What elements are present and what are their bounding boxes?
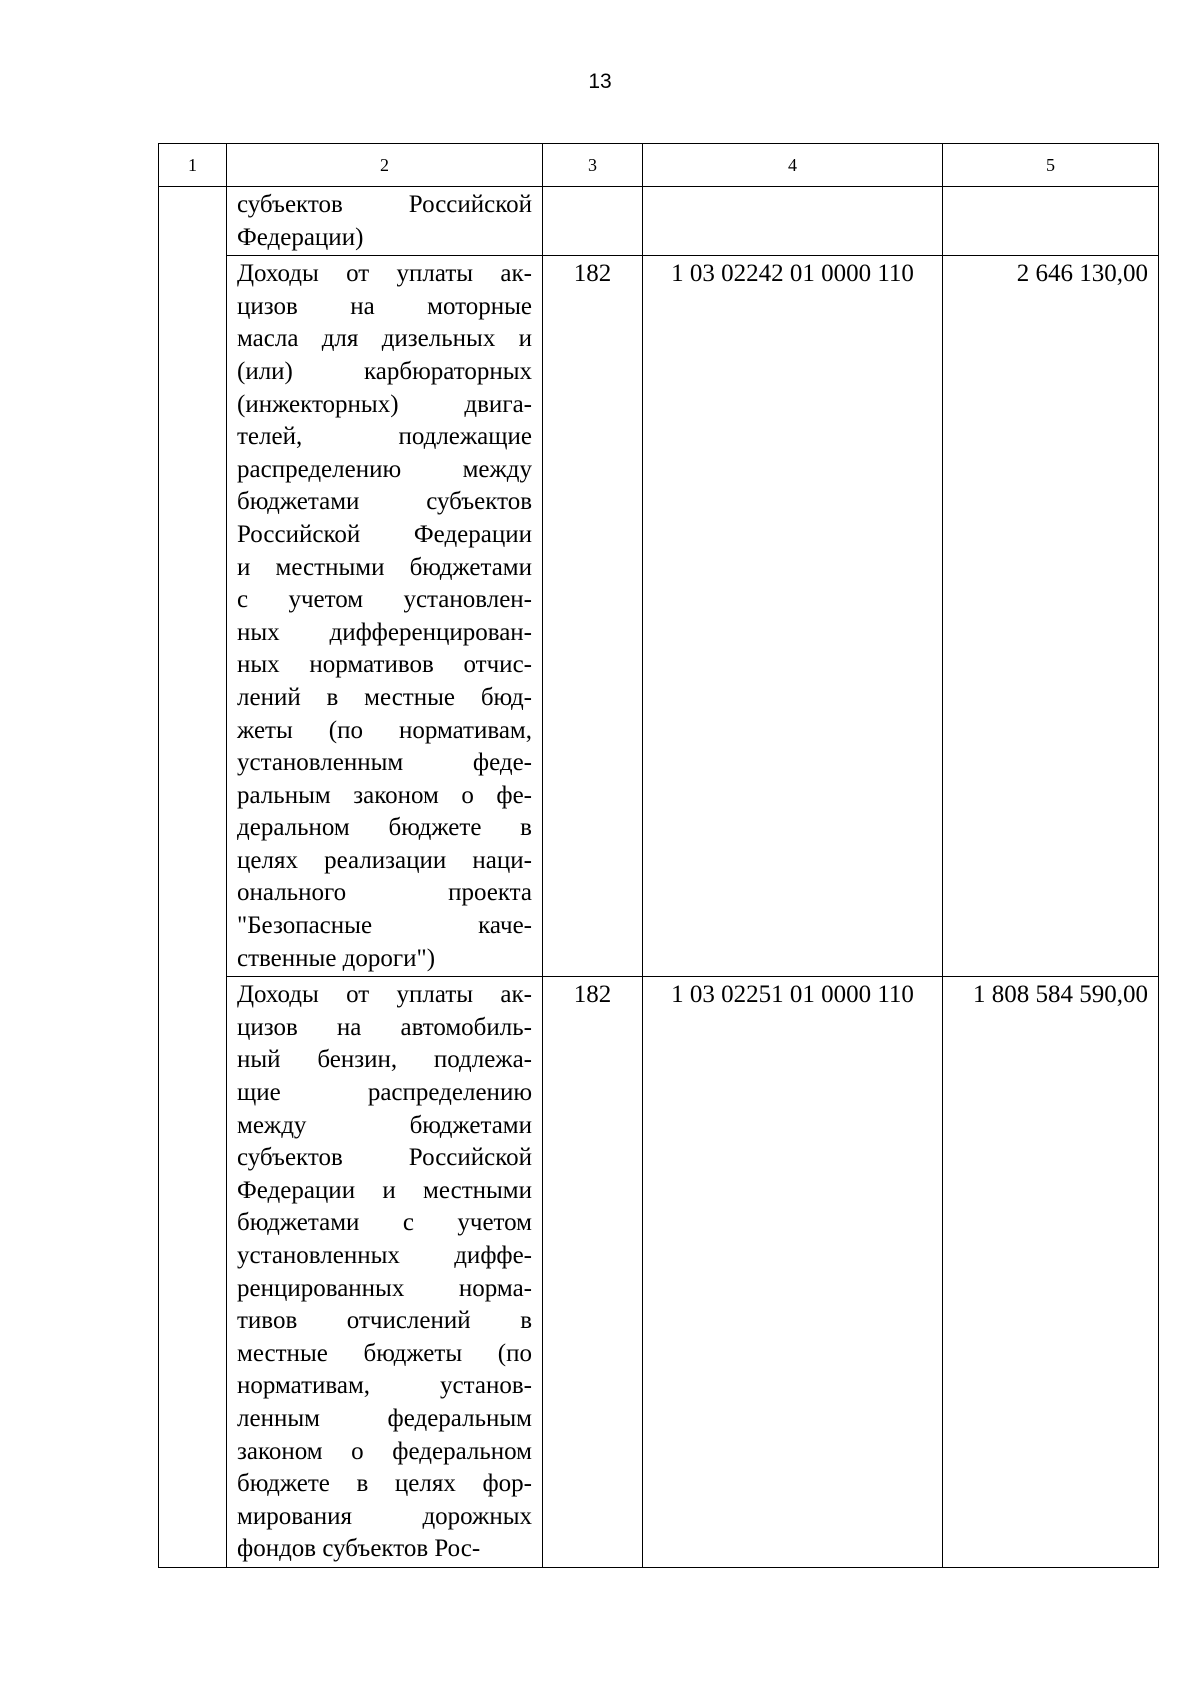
description-line: деральном бюджете в bbox=[237, 814, 532, 842]
admin-code-cell: 182 bbox=[543, 256, 643, 977]
description-line: с учетом установлен- bbox=[237, 586, 532, 614]
header-cell-4: 4 bbox=[643, 144, 943, 187]
description-line: ных дифференцирован- bbox=[237, 618, 532, 646]
description-line: щие распределению bbox=[237, 1079, 532, 1107]
page-number: 13 bbox=[588, 70, 612, 93]
description-line: жеты (по нормативам, bbox=[237, 716, 532, 744]
description-line: бюджетами субъектов bbox=[237, 488, 532, 516]
description-line: установленных диффе- bbox=[237, 1242, 532, 1269]
description-line: лений в местные бюд- bbox=[237, 683, 532, 711]
description-line: телей, подлежащие bbox=[237, 423, 532, 451]
budget-revenue-table bbox=[158, 143, 1159, 1568]
description-line: законом о федеральном bbox=[237, 1437, 532, 1465]
header-cell-1: 1 bbox=[159, 144, 227, 187]
income-description-cell bbox=[227, 977, 543, 1568]
header-cell-3: 3 bbox=[543, 144, 643, 187]
admin-code-cell: 182 bbox=[543, 977, 643, 1568]
header-cell-5: 5 bbox=[943, 144, 1159, 187]
description-line: фондов субъектов Рос- bbox=[237, 1535, 481, 1563]
description-line: ный бензин, подлежа- bbox=[237, 1046, 532, 1074]
description-line: ных нормативов отчис- bbox=[237, 651, 532, 679]
budget-classification-code-cell: 1 03 02242 01 0000 110 bbox=[643, 256, 943, 977]
description-line: мирования дорожных bbox=[237, 1502, 532, 1530]
description-line: субъектов Российской bbox=[237, 191, 532, 218]
table-header-row bbox=[159, 144, 1159, 187]
amount-cell: 1 808 584 590,00 bbox=[943, 977, 1159, 1568]
description-line: Российской Федерации bbox=[237, 520, 532, 548]
description-line: ренцированных норма- bbox=[237, 1274, 532, 1302]
description-line: "Безопасные каче- bbox=[237, 912, 532, 940]
description-line: (инжекторных) двига- bbox=[237, 390, 532, 418]
description-line: бюджетами с учетом bbox=[237, 1209, 532, 1237]
budget-classification-code-cell: 1 03 02251 01 0000 110 bbox=[643, 977, 943, 1568]
description-line: цизов на моторные bbox=[237, 292, 532, 320]
description-line: Доходы от уплаты ак- bbox=[237, 260, 532, 288]
description-line: онального проекта bbox=[237, 879, 532, 907]
income-description-cell bbox=[227, 256, 543, 977]
description-line: местные бюджеты (по bbox=[237, 1339, 532, 1367]
description-line: масла для дизельных и bbox=[237, 325, 532, 353]
description-line: установленным феде- bbox=[237, 749, 532, 777]
description-line: ственные дороги") bbox=[237, 944, 436, 972]
table-row bbox=[159, 187, 1159, 256]
admin-code-cell bbox=[543, 187, 643, 256]
description-line: Доходы от уплаты ак- bbox=[237, 981, 532, 1009]
description-line: Федерации) bbox=[237, 223, 364, 251]
description-line: тивов отчислений в bbox=[237, 1307, 532, 1335]
description-line: между бюджетами bbox=[237, 1111, 532, 1139]
amount-cell: 2 646 130,00 bbox=[943, 256, 1159, 977]
description-line: ленным федеральным bbox=[237, 1404, 532, 1432]
description-line: бюджете в целях фор- bbox=[237, 1470, 532, 1498]
income-description-cell bbox=[227, 187, 543, 256]
amount-cell bbox=[943, 187, 1159, 256]
row-number-cell bbox=[159, 187, 227, 1568]
description-line: цизов на автомобиль- bbox=[237, 1013, 532, 1041]
description-line: распределению между bbox=[237, 455, 532, 483]
description-line: Федерации и местными bbox=[237, 1176, 532, 1204]
description-line: нормативам, установ- bbox=[237, 1372, 532, 1400]
table-row bbox=[159, 977, 1159, 1568]
description-line: субъектов Российской bbox=[237, 1144, 532, 1172]
description-line: (или) карбюраторных bbox=[237, 357, 532, 385]
header-cell-2: 2 bbox=[227, 144, 543, 187]
table-row bbox=[159, 256, 1159, 977]
description-line: целях реализации наци- bbox=[237, 846, 532, 874]
description-line: и местными бюджетами bbox=[237, 553, 532, 581]
description-line: ральным законом о фе- bbox=[237, 781, 532, 809]
budget-classification-code-cell bbox=[643, 187, 943, 256]
